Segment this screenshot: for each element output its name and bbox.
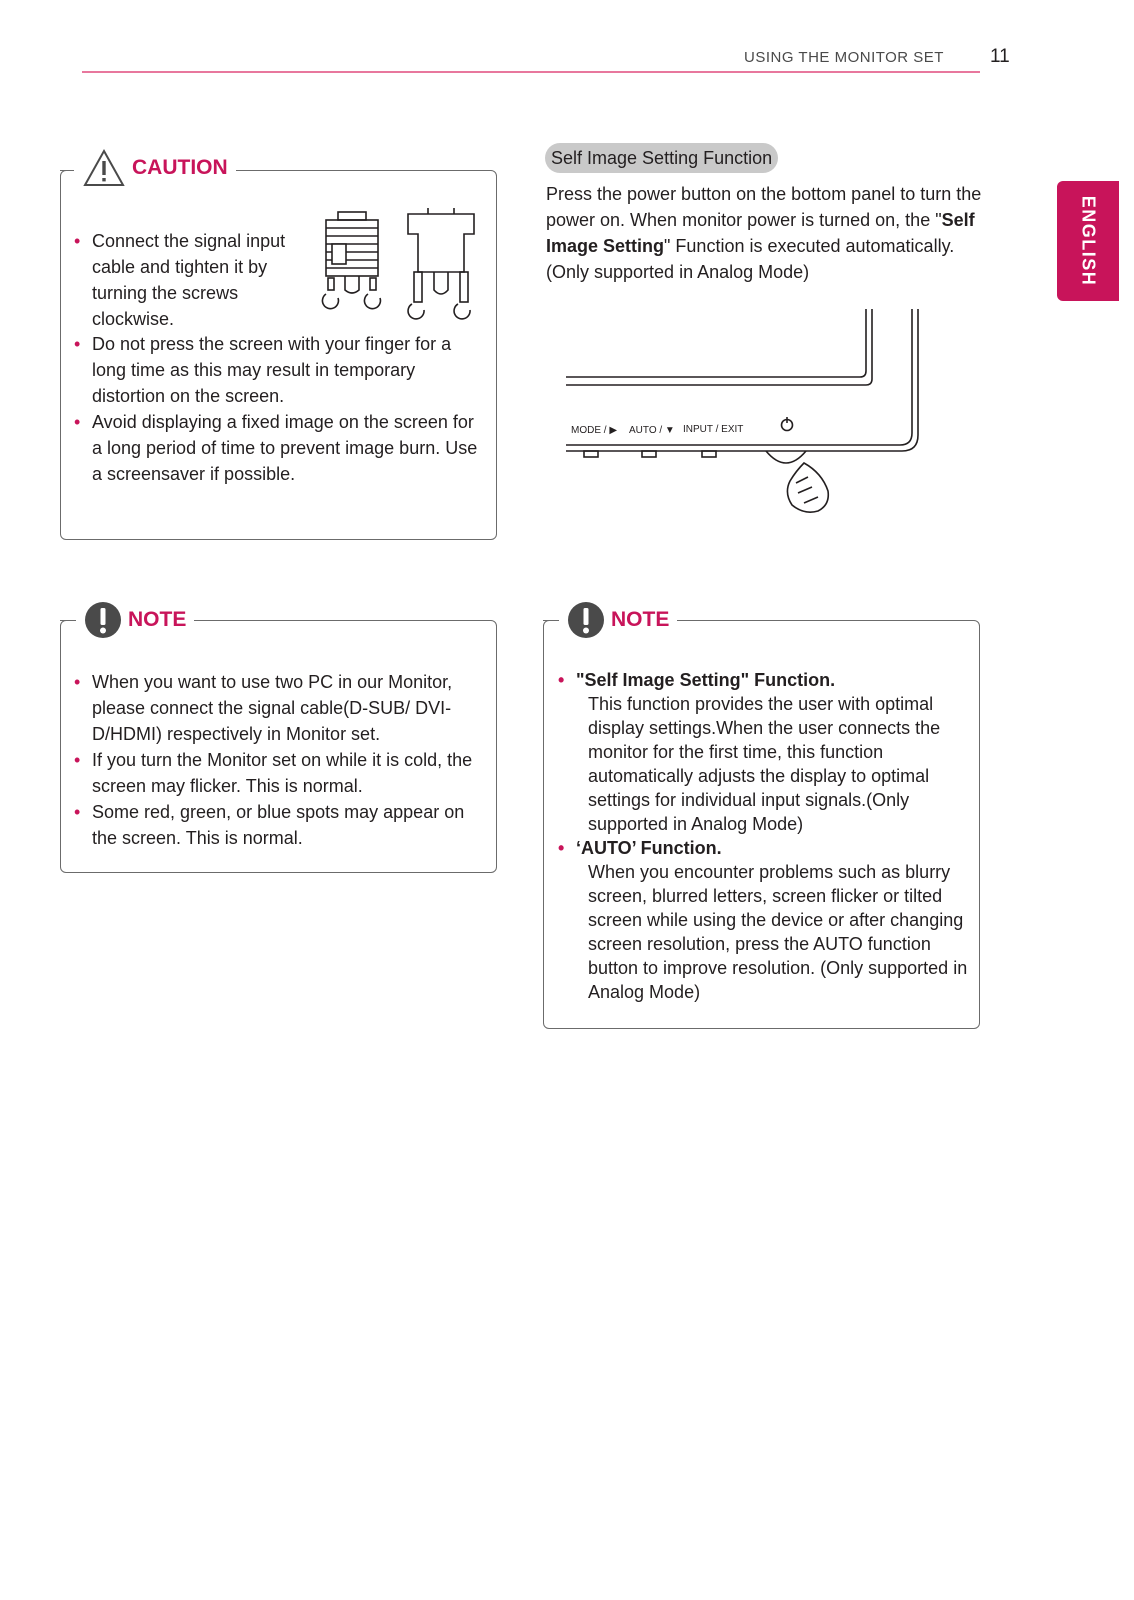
caution-item: • Avoid displaying a fixed image on the screen for a long period of time to prevent image burn. Use a screensaver if possible. <box>74 409 484 487</box>
caution-list-a <box>74 228 299 332</box>
caution-heading <box>74 148 236 188</box>
caution-title: CAUTION <box>132 156 228 179</box>
self-image-text-bold: Self Image Setting <box>546 210 975 256</box>
warning-triangle-icon <box>82 148 126 188</box>
connector-illustration <box>314 206 486 324</box>
note-right-dash <box>543 620 557 621</box>
note-left-title: NOTE <box>128 608 187 631</box>
note-left-list <box>74 669 486 851</box>
note-left-heading <box>76 601 194 639</box>
section-title: USING THE MONITOR SET <box>744 49 944 66</box>
note-right-title: NOTE <box>611 608 670 631</box>
exclamation-circle-icon <box>84 601 122 639</box>
self-image-text-end: " Function is executed automatically. (Only supported in Analog Mode) <box>546 236 955 282</box>
note-left-item: • If you turn the Monitor set on while it is cold, the screen may flicker. This is normal. <box>74 747 486 799</box>
note-left-item: • When you want to use two PC in our Monitor, please connect the signal cable(D-SUB/ DVI-D/HDMI) respectively in Monitor set. <box>74 669 486 747</box>
mode-button-label: MODE / ▶ <box>571 425 618 436</box>
input-button-label: INPUT / EXIT <box>683 424 744 435</box>
note-right-content <box>558 668 970 1004</box>
note-right-item-heading: • "Self Image Setting" Function. <box>558 668 970 692</box>
self-image-paragraph <box>546 181 986 285</box>
note-right-heading <box>559 601 677 639</box>
caution-item: • Connect the signal input cable and tighten it by turning the screws clockwise. <box>74 228 299 332</box>
section-heading-pill: Self Image Setting Function <box>545 143 778 173</box>
note-right-item-body: When you encounter problems such as blurry screen, blurred letters, screen flicker or tilted screen while using the device or after changing screen resolution, press the AUTO function button to improve resolution. (Only supported in Analog Mode) <box>588 862 968 1002</box>
exclamation-circle-icon <box>567 601 605 639</box>
monitor-panel-illustration <box>560 305 930 525</box>
note-right-item-body: This function provides the user with optimal display settings.When the user connects the monitor for the first time, this function automatically adjusts the display to optimal settings for individual input signals.(Only supported in Analog Mode) <box>588 694 941 834</box>
caution-list-b <box>74 331 484 487</box>
note-left-dash <box>60 620 74 621</box>
caution-box-dash <box>60 170 74 171</box>
language-tab <box>1057 181 1119 301</box>
page-number: 11 <box>990 46 1010 67</box>
header-rule <box>82 71 980 73</box>
auto-button-label: AUTO / ▼ <box>629 425 675 436</box>
note-left-item: • Some red, green, or blue spots may appear on the screen. This is normal. <box>74 799 486 851</box>
language-tab-label: ENGLISH <box>1078 195 1099 287</box>
note-right-item-heading: • ‘AUTO’ Function. <box>558 836 970 860</box>
self-image-text-start: Press the power button on the bottom panel to turn the power on. When monitor power is turned on, the " <box>546 184 982 230</box>
caution-item: • Do not press the screen with your finger for a long time as this may result in temporary distortion on the screen. <box>74 331 484 409</box>
